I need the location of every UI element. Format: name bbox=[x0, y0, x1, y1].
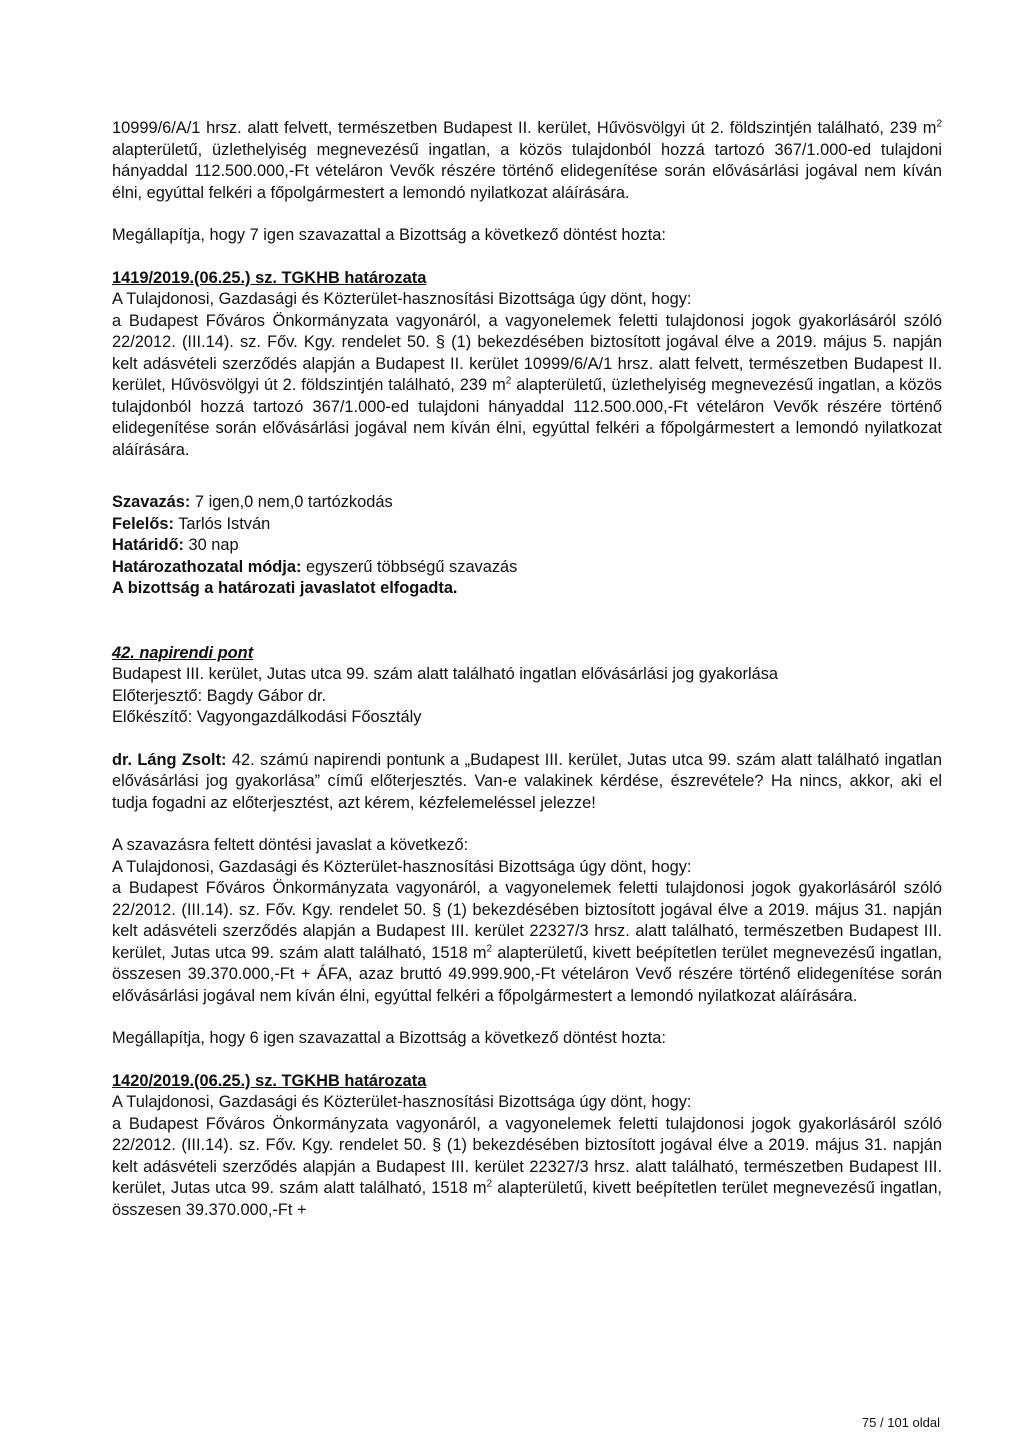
paragraph-text: alapterületű, kivett beépítetlen terület megnevezésű ingatlan, összesen 39.370.000,-Ft + ÁFA, azaz bruttó 49.999.900,-Ft vételáron Vevő részére történő elidegenítése során elővásárlási jogával nem kíván élni, egyúttal felkéri a főpolgármestert a lemondó nyilatkozat aláírására. bbox=[112, 943, 942, 1005]
decision-method bbox=[112, 557, 942, 579]
agenda-item-title: 42. napirendi pont bbox=[112, 643, 254, 662]
vote-statement: Megállapítja, hogy 6 igen szavazattal a Bizottság a következő döntést hozta: bbox=[112, 1029, 666, 1047]
proposal-intro: A Tulajdonosi, Gazdasági és Közterület-hasznosítási Bizottsága úgy dönt, hogy: bbox=[112, 857, 692, 876]
responsible-value: Tarlós István bbox=[173, 514, 271, 533]
paragraph-text: alapterületű, üzlethelyiség megnevezésű ingatlan, a közös tulajdonból hozzá tartozó 367/1.000-ed tulajdoni hányaddal 112.500.000,-Ft vételáron Vevők részére történő elidegenítése során elővásárlási jogával nem kíván élni, egyúttal felkéri a főpolgármestert a lemondó nyilatkozat aláírására. bbox=[112, 140, 942, 202]
resolution-suffix: sz. TGKHB határozata bbox=[250, 1071, 427, 1090]
resolution-number: 1420/2019.(06.25.) bbox=[112, 1071, 251, 1090]
paragraph-text: a Budapest Főváros Önkormányzata vagyonáról, a vagyonelemek feletti tulajdonosi jogok gyakorlásáról szóló 22/2012. (III.14). sz. Főv. Kgy. rendelet 50. § (1) bekezdésében biztosított jogával élve a 2019. május 5. napján kelt adásvételi szerződés alapján a Budapest II. kerület 10999/6/A/1 hrsz. alatt felvett, természetben Budapest II. kerület, Hűvösvölgyi út 2. földszintjén található, 239 m bbox=[112, 311, 942, 394]
superscript: 2 bbox=[486, 1178, 493, 1190]
vote-result bbox=[112, 492, 942, 514]
paragraph-text: a Budapest Főváros Önkormányzata vagyonáról, a vagyonelemek feletti tulajdonosi jogok gyakorlásáról szóló 22/2012. (III.14). sz. Főv. Kgy. rendelet 50. § (1) bekezdésében biztosított jogával élve a 2019. május 31. napján kelt adásvételi szerződés alapján a Budapest III. kerület 22327/3 hrsz. alatt található, természetben Budapest III. kerület, Jutas utca 99. szám alatt található, 1518 m bbox=[112, 879, 942, 962]
decision-method-label: Határozathozatal módja: bbox=[112, 557, 302, 576]
resolution-title bbox=[112, 1071, 942, 1093]
vote-value: 7 igen,0 nem,0 tartózkodás bbox=[190, 493, 393, 511]
resolution-body bbox=[112, 311, 942, 462]
paragraph-text: a Budapest Főváros Önkormányzata vagyonáról, a vagyonelemek feletti tulajdonosi jogok gyakorlásáról szóló 22/2012. (III.14). sz. Főv. Kgy. rendelet 50. § (1) bekezdésében biztosított jogával élve a 2019. május 31. napján kelt adásvételi szerződés alapján a Budapest III. kerület 22327/3 hrsz. alatt található, természetben Budapest III. kerület, Jutas utca 99. szám alatt található, 1518 m bbox=[112, 1114, 942, 1197]
vote-label: Szavazás: bbox=[112, 493, 191, 511]
paragraph-text: 10999/6/A/1 hrsz. alatt felvett, természetben Budapest II. kerület, Hűvösvölgyi út 2. földszintjén található, 239 m bbox=[112, 119, 937, 137]
resolution-number: 1419/2019.(06.25.) bbox=[112, 268, 251, 287]
deadline bbox=[112, 535, 942, 557]
superscript: 2 bbox=[486, 943, 493, 955]
deadline-label: Határidő: bbox=[112, 536, 184, 554]
speech-text: 42. számú napirendi pontunk a „Budapest III. kerület, Jutas utca 99. szám alatt található ingatlan elővásárlási jog gyakorlása” című előterjesztés. Van-e valakinek kérdése, észrevétele? Ha nincs, akkor, aki el tudja fogadni az előterjesztést, azt kérem, kézfelemeléssel jelezze! bbox=[112, 750, 942, 812]
speech-paragraph bbox=[112, 750, 942, 815]
agenda-subject: Budapest III. kerület, Jutas utca 99. szám alatt található ingatlan elővásárlási jog gyakorlása bbox=[112, 665, 779, 683]
superscript: 2 bbox=[936, 118, 942, 130]
deadline-value: 30 nap bbox=[183, 536, 239, 554]
resolution-suffix: sz. TGKHB határozata bbox=[250, 268, 427, 287]
resolution-body bbox=[112, 1114, 942, 1222]
speaker-name: dr. Láng Zsolt: bbox=[112, 750, 227, 769]
resolution-title bbox=[112, 268, 942, 290]
vote-statement: Megállapítja, hogy 7 igen szavazattal a Bizottság a következő döntést hozta: bbox=[112, 226, 666, 244]
proposal-body bbox=[112, 878, 942, 1007]
page-number: 75 / 101 oldal bbox=[861, 1415, 940, 1430]
responsible bbox=[112, 514, 942, 536]
document-page bbox=[112, 118, 942, 1221]
accepted-statement: A bizottság a határozati javaslatot elfogadta. bbox=[112, 579, 458, 597]
resolution-intro: A Tulajdonosi, Gazdasági és Közterület-hasznosítási Bizottsága úgy dönt, hogy: bbox=[112, 290, 692, 308]
superscript: 2 bbox=[505, 375, 512, 387]
agenda-preparer: Előkészítő: Vagyongazdálkodási Főosztály bbox=[112, 708, 422, 726]
decision-method-value: egyszerű többségű szavazás bbox=[301, 557, 518, 576]
paragraph-text: alapterületű, üzlethelyiség megnevezésű ingatlan, a közös tulajdonból hozzá tartozó 367/1.000-ed tulajdoni hányaddal 112.500.000,-Ft vételáron Vevők részére történő elidegenítése során elővásárlási jogával nem kíván élni, egyúttal felkéri a főpolgármestert a lemondó nyilatkozat aláírására. bbox=[112, 376, 943, 459]
paragraph-text: alapterületű, kivett beépítetlen terület megnevezésű ingatlan, összesen 39.370.000,-Ft + bbox=[112, 1179, 942, 1219]
resolution-intro: A Tulajdonosi, Gazdasági és Közterület-hasznosítási Bizottsága úgy dönt, hogy: bbox=[112, 1093, 692, 1111]
continued-resolution-paragraph bbox=[112, 118, 942, 204]
responsible-label: Felelős: bbox=[112, 514, 174, 533]
proposal-heading: A szavazásra feltett döntési javaslat a következő: bbox=[112, 836, 469, 854]
agenda-presenter: Előterjesztő: Bagdy Gábor dr. bbox=[112, 686, 327, 705]
